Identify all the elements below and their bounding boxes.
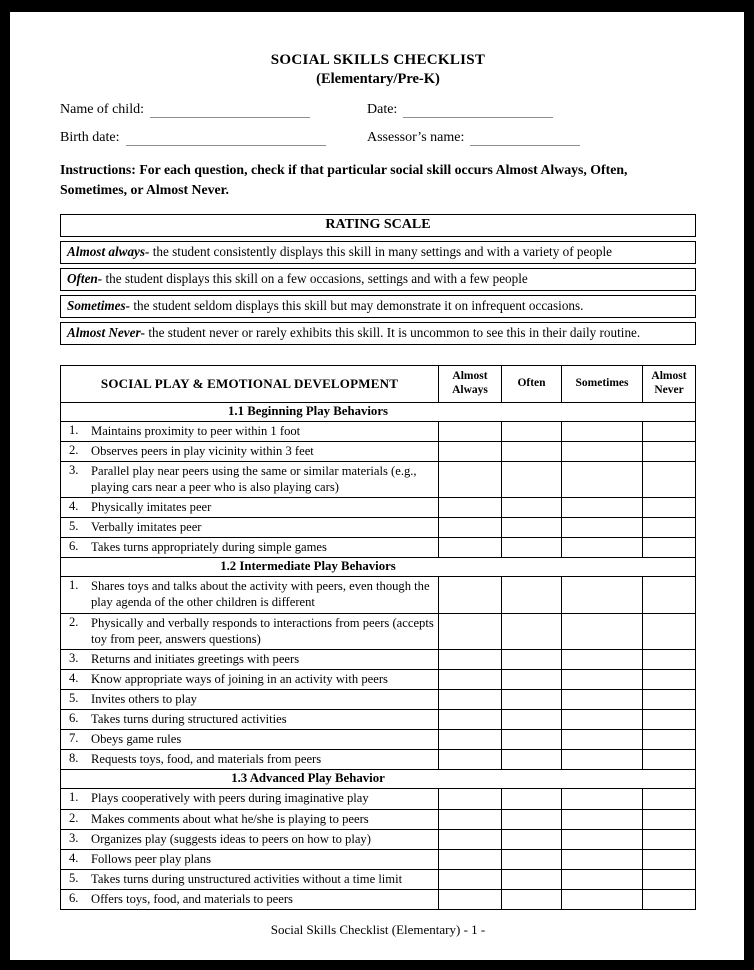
checklist-item-row	[61, 518, 696, 538]
check-cell	[643, 809, 696, 829]
check-cell	[502, 690, 562, 710]
check-cell	[502, 461, 562, 497]
check-cell	[502, 789, 562, 809]
rating-scale-rows	[60, 241, 696, 345]
checklist-body	[61, 402, 696, 910]
check-cell	[439, 690, 502, 710]
checklist-item-row	[61, 869, 696, 889]
rating-scale-title: RATING SCALE	[60, 214, 696, 237]
item-text: Makes comments about what he/she is playing to peers	[91, 811, 369, 826]
check-cell	[439, 518, 502, 538]
check-cell	[643, 750, 696, 770]
section-header-row	[61, 558, 696, 577]
rating-term: Sometimes-	[67, 298, 131, 313]
item-description	[61, 518, 439, 538]
item-description	[61, 789, 439, 809]
item-number: 5.	[69, 691, 79, 706]
item-number: 6.	[69, 539, 79, 554]
rating-description: the student consistently displays this skill in many settings and with a variety of people	[149, 244, 613, 259]
item-text: Takes turns during unstructured activities without a time limit	[91, 871, 403, 886]
field-row-2	[60, 130, 696, 146]
item-description	[61, 809, 439, 829]
check-cell	[502, 518, 562, 538]
checklist-item-row	[61, 461, 696, 497]
check-cell	[439, 730, 502, 750]
rating-scale	[60, 214, 696, 345]
check-cell	[502, 669, 562, 689]
check-cell	[643, 849, 696, 869]
check-cell	[562, 829, 643, 849]
check-cell	[502, 577, 562, 613]
item-number: 4.	[69, 670, 79, 685]
section-header-row	[61, 402, 696, 421]
assessor-name-field	[367, 130, 580, 146]
item-text: Plays cooperatively with peers during imaginative play	[91, 791, 369, 806]
check-cell	[643, 577, 696, 613]
item-description	[61, 498, 439, 518]
check-cell	[562, 421, 643, 441]
item-description	[61, 869, 439, 889]
checklist-item-row	[61, 750, 696, 770]
assessor-name-line	[470, 130, 580, 146]
item-text: Takes turns appropriately during simple games	[91, 540, 327, 555]
checklist-item-row	[61, 577, 696, 613]
column-header-sometimes: Sometimes	[562, 366, 643, 403]
assessor-name-label: Assessor’s name:	[367, 130, 465, 145]
check-cell	[439, 669, 502, 689]
item-text: Obeys game rules	[91, 732, 182, 747]
checklist-item-row	[61, 613, 696, 649]
item-text: Organizes play (suggests ideas to peers on how to play)	[91, 831, 371, 846]
column-header-almost-never: Almost Never	[643, 366, 696, 403]
check-cell	[562, 710, 643, 730]
checklist-item-row	[61, 829, 696, 849]
check-cell	[439, 577, 502, 613]
item-number: 3.	[69, 462, 79, 477]
item-number: 6.	[69, 891, 79, 905]
check-cell	[562, 789, 643, 809]
check-cell	[439, 829, 502, 849]
item-description	[61, 890, 439, 910]
check-cell	[502, 498, 562, 518]
page	[10, 12, 744, 960]
column-header-often: Often	[502, 366, 562, 403]
check-cell	[502, 750, 562, 770]
item-text: Verbally imitates peer	[91, 520, 202, 535]
checklist-item-row	[61, 730, 696, 750]
check-cell	[439, 498, 502, 518]
item-number: 7.	[69, 731, 79, 746]
check-cell	[439, 538, 502, 558]
date-field	[367, 102, 553, 118]
item-text: Offers toys, food, and materials to peers	[91, 892, 293, 906]
check-cell	[643, 538, 696, 558]
check-cell	[439, 890, 502, 910]
check-cell	[562, 538, 643, 558]
check-cell	[439, 789, 502, 809]
check-cell	[502, 869, 562, 889]
check-cell	[439, 421, 502, 441]
rating-description: the student seldom displays this skill but may demonstrate it on infrequent occasions.	[130, 298, 584, 313]
item-description	[61, 461, 439, 497]
check-cell	[439, 869, 502, 889]
check-cell	[562, 750, 643, 770]
item-number: 2.	[69, 614, 79, 629]
checklist-item-row	[61, 890, 696, 910]
check-cell	[439, 710, 502, 730]
check-cell	[439, 649, 502, 669]
rating-scale-row	[60, 241, 696, 264]
field-row-1	[60, 102, 696, 118]
check-cell	[502, 809, 562, 829]
check-cell	[562, 613, 643, 649]
check-cell	[643, 461, 696, 497]
item-description	[61, 441, 439, 461]
check-cell	[643, 890, 696, 910]
name-of-child-field	[60, 102, 367, 118]
section-title: 1.2 Intermediate Play Behaviors	[61, 558, 696, 577]
check-cell	[502, 613, 562, 649]
item-number: 5.	[69, 519, 79, 534]
item-text: Follows peer play plans	[91, 851, 211, 866]
item-description	[61, 690, 439, 710]
item-text: Parallel play near peers using the same or similar materials (e.g., playing cars near a peer who is also playing cars)	[91, 463, 417, 494]
check-cell	[562, 518, 643, 538]
item-number: 3.	[69, 650, 79, 665]
checklist-title: SOCIAL PLAY & EMOTIONAL DEVELOPMENT	[61, 366, 439, 403]
check-cell	[562, 441, 643, 461]
item-text: Physically and verbally responds to interactions from peers (accepts toy from peer, answers questions)	[91, 615, 434, 646]
item-description	[61, 669, 439, 689]
check-cell	[562, 669, 643, 689]
item-description	[61, 649, 439, 669]
item-text: Observes peers in play vicinity within 3 feet	[91, 443, 314, 458]
item-description	[61, 577, 439, 613]
check-cell	[643, 441, 696, 461]
rating-description: the student never or rarely exhibits this skill. It is uncommon to see this in their daily routine.	[145, 325, 641, 340]
check-cell	[643, 518, 696, 538]
date-line	[403, 102, 553, 118]
check-cell	[562, 690, 643, 710]
check-cell	[562, 498, 643, 518]
section-header-row	[61, 770, 696, 789]
check-cell	[643, 789, 696, 809]
checklist-item-row	[61, 649, 696, 669]
page-subtitle: (Elementary/Pre-K)	[316, 71, 440, 87]
birth-date-label: Birth date:	[60, 130, 120, 145]
item-number: 2.	[69, 442, 79, 457]
check-cell	[502, 710, 562, 730]
checklist-item-row	[61, 441, 696, 461]
name-of-child-label: Name of child:	[60, 102, 144, 117]
check-cell	[643, 710, 696, 730]
item-description	[61, 710, 439, 730]
checklist-item-row	[61, 849, 696, 869]
item-text: Returns and initiates greetings with peers	[91, 651, 300, 666]
item-description	[61, 613, 439, 649]
check-cell	[562, 890, 643, 910]
checklist-item-row	[61, 538, 696, 558]
checklist-item-row	[61, 690, 696, 710]
item-number: 5.	[69, 870, 79, 885]
item-text: Takes turns during structured activities	[91, 712, 287, 727]
item-description	[61, 750, 439, 770]
check-cell	[643, 690, 696, 710]
check-cell	[502, 730, 562, 750]
check-cell	[502, 441, 562, 461]
rating-description: the student displays this skill on a few occasions, settings and with a few people	[102, 271, 528, 286]
item-description	[61, 538, 439, 558]
check-cell	[643, 649, 696, 669]
item-text: Physically imitates peer	[91, 500, 212, 515]
check-cell	[502, 829, 562, 849]
check-cell	[439, 809, 502, 829]
item-text: Invites others to play	[91, 692, 197, 707]
check-cell	[502, 890, 562, 910]
check-cell	[562, 809, 643, 829]
check-cell	[643, 498, 696, 518]
item-number: 4.	[69, 499, 79, 514]
check-cell	[439, 750, 502, 770]
instructions-text: Instructions: For each question, check if that particular social skill occurs Almost Always, Often, Sometimes, or Almost Never.	[60, 162, 628, 197]
check-cell	[562, 730, 643, 750]
checklist-item-row	[61, 669, 696, 689]
check-cell	[643, 613, 696, 649]
name-of-child-line	[150, 102, 310, 118]
check-cell	[562, 849, 643, 869]
check-cell	[643, 421, 696, 441]
item-number: 3.	[69, 830, 79, 845]
item-text: Know appropriate ways of joining in an activity with peers	[91, 671, 388, 686]
check-cell	[643, 669, 696, 689]
item-number: 1.	[69, 790, 79, 805]
check-cell	[502, 421, 562, 441]
birth-date-line	[126, 130, 326, 146]
check-cell	[643, 829, 696, 849]
item-description	[61, 421, 439, 441]
check-cell	[439, 441, 502, 461]
rating-scale-row	[60, 322, 696, 345]
rating-term: Almost Never-	[67, 325, 146, 340]
birth-date-field	[60, 130, 367, 146]
checklist-item-row	[61, 809, 696, 829]
check-cell	[439, 613, 502, 649]
check-cell	[562, 461, 643, 497]
rating-term: Often-	[67, 271, 103, 286]
rating-scale-row	[60, 295, 696, 318]
checklist-item-row	[61, 789, 696, 809]
column-header-almost-always: Almost Always	[439, 366, 502, 403]
item-description	[61, 829, 439, 849]
section-title: 1.3 Advanced Play Behavior	[61, 770, 696, 789]
item-text: Shares toys and talks about the activity with peers, even though the play agenda of the other children is different	[91, 579, 430, 610]
checklist-table	[60, 365, 696, 910]
check-cell	[502, 649, 562, 669]
section-title: 1.1 Beginning Play Behaviors	[61, 402, 696, 421]
date-label: Date:	[367, 102, 398, 117]
item-number: 6.	[69, 711, 79, 726]
item-number: 4.	[69, 850, 79, 865]
check-cell	[562, 577, 643, 613]
page-footer: Social Skills Checklist (Elementary) - 1 -	[270, 922, 486, 938]
item-description	[61, 849, 439, 869]
check-cell	[562, 869, 643, 889]
item-number: 1.	[69, 422, 79, 437]
check-cell	[502, 849, 562, 869]
rating-term: Almost always-	[67, 244, 150, 259]
check-cell	[439, 849, 502, 869]
page-title: SOCIAL SKILLS CHECKLIST	[270, 52, 486, 68]
check-cell	[643, 869, 696, 889]
item-text: Maintains proximity to peer within 1 foot	[91, 423, 301, 438]
check-cell	[439, 461, 502, 497]
rating-scale-row	[60, 268, 696, 291]
check-cell	[643, 730, 696, 750]
checklist-item-row	[61, 498, 696, 518]
checklist-item-row	[61, 421, 696, 441]
checklist-header-row	[61, 366, 696, 403]
item-description	[61, 730, 439, 750]
item-number: 8.	[69, 751, 79, 766]
item-text: Requests toys, food, and materials from peers	[91, 752, 322, 767]
check-cell	[502, 538, 562, 558]
check-cell	[562, 649, 643, 669]
item-number: 1.	[69, 578, 79, 593]
title-block	[60, 52, 696, 88]
checklist-item-row	[61, 710, 696, 730]
item-number: 2.	[69, 810, 79, 825]
